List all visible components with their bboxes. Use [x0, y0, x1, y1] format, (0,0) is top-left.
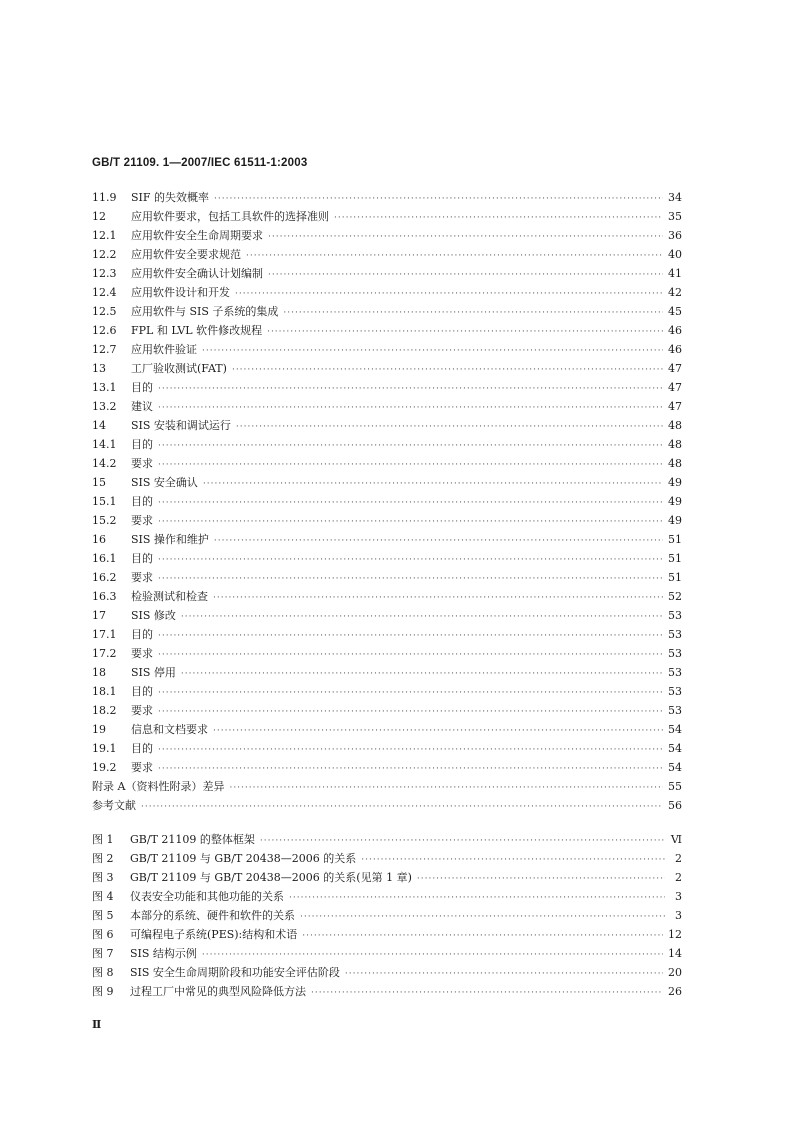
toc-entry[interactable] [92, 303, 682, 322]
toc-entry[interactable] [92, 246, 682, 265]
table-of-contents [92, 189, 682, 816]
toc-entry[interactable] [92, 645, 682, 664]
toc-entry-page: 40 [668, 248, 682, 261]
leader-dots [361, 855, 665, 865]
toc-entry[interactable] [92, 721, 682, 740]
toc-entry[interactable] [92, 474, 682, 493]
toc-entry-title: 参考文献 [92, 799, 136, 812]
toc-entry[interactable] [92, 759, 682, 778]
toc-entry-page: 53 [668, 685, 682, 698]
figure-entry-title: SIS 结构示例 [130, 947, 197, 960]
leader-dots [283, 308, 663, 318]
figure-entry[interactable] [92, 850, 682, 869]
figure-entry-number: 图 7 [92, 947, 114, 960]
leader-dots [289, 893, 665, 903]
figure-entry-number: 图 5 [92, 909, 114, 922]
toc-entry-number: 12.5 [92, 305, 117, 318]
toc-entry-page: 55 [668, 780, 682, 793]
leader-dots [158, 764, 663, 774]
toc-entry-page: 47 [668, 381, 682, 394]
toc-entry-page: 45 [668, 305, 682, 318]
toc-entry-page: 35 [668, 210, 682, 223]
toc-entry-page: 49 [668, 514, 682, 527]
leader-dots [202, 950, 663, 960]
figure-entry-number: 图 8 [92, 966, 114, 979]
toc-entry-title: 应用软件安全要求规范 [131, 248, 241, 261]
toc-entry-title: 应用软件设计和开发 [131, 286, 230, 299]
toc-entry[interactable] [92, 626, 682, 645]
leader-dots [232, 365, 663, 375]
toc-entry-page: 34 [668, 191, 682, 204]
toc-entry[interactable] [92, 189, 682, 208]
toc-entry[interactable] [92, 683, 682, 702]
leader-dots [213, 726, 663, 736]
figure-entry-title: SIS 安全生命周期阶段和功能安全评估阶段 [130, 966, 340, 979]
toc-entry-title: 要求 [131, 647, 153, 660]
leader-dots [158, 574, 663, 584]
toc-entry-number: 19.1 [92, 742, 117, 755]
toc-entry[interactable] [92, 607, 682, 626]
toc-entry-number: 15 [92, 476, 106, 489]
figure-entry-page: 3 [675, 890, 682, 903]
leader-dots [302, 931, 663, 941]
toc-entry-title: 要求 [131, 457, 153, 470]
toc-entry-title: 目的 [131, 381, 153, 394]
leader-dots [181, 612, 663, 622]
leader-dots [158, 498, 663, 508]
toc-entry-number: 11.9 [92, 191, 117, 204]
toc-entry[interactable] [92, 360, 682, 379]
leader-dots [213, 593, 663, 603]
toc-entry-number: 12.1 [92, 229, 117, 242]
toc-entry-number: 12.7 [92, 343, 117, 356]
toc-entry-title: FPL 和 LVL 软件修改规程 [131, 324, 263, 337]
leader-dots [158, 688, 663, 698]
toc-entry-title: 要求 [131, 514, 153, 527]
leader-dots [158, 650, 663, 660]
toc-entry-title: 目的 [131, 685, 153, 698]
toc-entry-page: 46 [668, 343, 682, 356]
figure-entry[interactable] [92, 907, 682, 926]
toc-entry-page: 47 [668, 362, 682, 375]
leader-dots [345, 969, 663, 979]
toc-entry-number: 12.2 [92, 248, 117, 261]
toc-entry-page: 54 [668, 742, 682, 755]
toc-entry[interactable] [92, 208, 682, 227]
figure-entry-page: Ⅵ [670, 833, 682, 846]
toc-entry-page: 53 [668, 628, 682, 641]
toc-entry[interactable] [92, 797, 682, 816]
toc-entry-page: 48 [668, 457, 682, 470]
toc-entry-number: 12.4 [92, 286, 117, 299]
leader-dots [202, 346, 663, 356]
toc-entry[interactable] [92, 778, 682, 797]
leader-dots [417, 874, 665, 884]
toc-entry-number: 17 [92, 609, 106, 622]
toc-entry-page: 49 [668, 476, 682, 489]
toc-entry-number: 17.2 [92, 647, 117, 660]
toc-entry-page: 46 [668, 324, 682, 337]
leader-dots [203, 479, 663, 489]
toc-entry-page: 42 [668, 286, 682, 299]
toc-entry-number: 19.2 [92, 761, 117, 774]
figure-entry[interactable] [92, 831, 682, 850]
leader-dots [236, 422, 663, 432]
toc-entry-title: 应用软件要求，包括工具软件的选择准则 [131, 210, 329, 223]
figure-entry-page: 26 [668, 985, 682, 998]
toc-entry-page: 53 [668, 666, 682, 679]
figure-entry-number: 图 1 [92, 833, 114, 846]
toc-entry[interactable] [92, 550, 682, 569]
toc-entry-number: 12.6 [92, 324, 117, 337]
toc-entry-number: 12 [92, 210, 106, 223]
toc-entry[interactable] [92, 417, 682, 436]
figure-entry-number: 图 2 [92, 852, 114, 865]
figure-entry-page: 12 [668, 928, 682, 941]
toc-entry[interactable] [92, 702, 682, 721]
leader-dots [311, 988, 663, 998]
toc-entry[interactable] [92, 455, 682, 474]
standard-header: GB/T 21109. 1—2007/IEC 61511-1:2003 [92, 157, 308, 169]
toc-entry[interactable] [92, 322, 682, 341]
toc-entry[interactable] [92, 493, 682, 512]
leader-dots [181, 669, 663, 679]
figure-entry-page: 2 [675, 871, 682, 884]
toc-entry-number: 18.2 [92, 704, 117, 717]
leader-dots [246, 251, 663, 261]
toc-entry-title: 要求 [131, 571, 153, 584]
leader-dots [158, 745, 663, 755]
toc-entry-number: 18.1 [92, 685, 117, 698]
toc-entry-page: 49 [668, 495, 682, 508]
toc-entry[interactable] [92, 664, 682, 683]
list-of-figures [92, 831, 682, 1002]
toc-entry[interactable] [92, 341, 682, 360]
figure-entry-number: 图 6 [92, 928, 114, 941]
figure-entry-title: 本部分的系统、硬件和软件的关系 [130, 909, 295, 922]
toc-entry-number: 16.2 [92, 571, 117, 584]
toc-entry[interactable] [92, 512, 682, 531]
toc-entry-title: SIS 修改 [131, 609, 176, 622]
leader-dots [268, 232, 663, 242]
figure-entry-title: 可编程电子系统(PES):结构和术语 [130, 928, 298, 941]
toc-entry-title: SIF 的失效概率 [131, 191, 210, 204]
toc-entry[interactable] [92, 284, 682, 303]
toc-entry-number: 19 [92, 723, 106, 736]
figure-entry-page: 14 [668, 947, 682, 960]
leader-dots [158, 384, 663, 394]
toc-entry-page: 54 [668, 761, 682, 774]
toc-entry-page: 36 [668, 229, 682, 242]
leader-dots [214, 194, 663, 204]
leader-dots [267, 327, 663, 337]
toc-entry-page: 48 [668, 438, 682, 451]
figure-entry[interactable] [92, 964, 682, 983]
toc-entry[interactable] [92, 569, 682, 588]
toc-entry-number: 14 [92, 419, 106, 432]
toc-entry[interactable] [92, 740, 682, 759]
leader-dots [158, 631, 663, 641]
toc-entry[interactable] [92, 588, 682, 607]
toc-entry-number: 18 [92, 666, 106, 679]
toc-entry-page: 51 [668, 571, 682, 584]
toc-entry-title: 要求 [131, 704, 153, 717]
figure-entry-page: 3 [675, 909, 682, 922]
leader-dots [334, 213, 663, 223]
toc-entry-title: 附录 A（资料性附录）差异 [92, 780, 225, 793]
leader-dots [235, 289, 663, 299]
toc-entry-title: SIS 操作和维护 [131, 533, 209, 546]
toc-entry[interactable] [92, 531, 682, 550]
toc-entry-page: 52 [668, 590, 682, 603]
toc-entry-title: 目的 [131, 552, 153, 565]
leader-dots [158, 441, 663, 451]
leader-dots [158, 517, 663, 527]
toc-entry-title: 目的 [131, 628, 153, 641]
figure-entry-title: GB/T 21109 的整体框架 [130, 833, 255, 846]
figure-entry[interactable] [92, 945, 682, 964]
figure-entry-number: 图 9 [92, 985, 114, 998]
toc-entry-number: 14.1 [92, 438, 117, 451]
figure-entry-page: 2 [675, 852, 682, 865]
toc-entry-title: 建议 [131, 400, 153, 413]
toc-entry[interactable] [92, 265, 682, 284]
leader-dots [214, 536, 663, 546]
toc-entry-number: 13 [92, 362, 106, 375]
leader-dots [158, 707, 663, 717]
toc-entry-number: 15.2 [92, 514, 117, 527]
toc-entry[interactable] [92, 436, 682, 455]
toc-entry-title: 目的 [131, 438, 153, 451]
figure-entry-number: 图 3 [92, 871, 114, 884]
toc-entry-title: 要求 [131, 761, 153, 774]
toc-entry-page: 51 [668, 533, 682, 546]
toc-entry-title: 检验测试和检查 [131, 590, 208, 603]
toc-entry-title: 应用软件安全生命周期要求 [131, 229, 263, 242]
toc-entry-title: 工厂验收测试(FAT) [131, 362, 227, 375]
leader-dots [141, 802, 663, 812]
leader-dots [229, 783, 663, 793]
toc-entry-page: 41 [668, 267, 682, 280]
figure-entry[interactable] [92, 926, 682, 945]
toc-entry-title: 目的 [131, 742, 153, 755]
toc-entry-page: 56 [668, 799, 682, 812]
toc-entry-page: 53 [668, 704, 682, 717]
toc-entry-page: 48 [668, 419, 682, 432]
toc-entry[interactable] [92, 398, 682, 417]
figure-entry-title: 仪表安全功能和其他功能的关系 [130, 890, 284, 903]
leader-dots [158, 460, 663, 470]
toc-entry-number: 16 [92, 533, 106, 546]
toc-entry-number: 15.1 [92, 495, 117, 508]
figure-entry-title: GB/T 21109 与 GB/T 20438—2006 的关系(见第 1 章) [130, 871, 412, 884]
toc-entry-page: 54 [668, 723, 682, 736]
toc-entry-title: 应用软件与 SIS 子系统的集成 [131, 305, 279, 318]
toc-entry-number: 16.1 [92, 552, 117, 565]
figure-entry[interactable] [92, 888, 682, 907]
toc-entry[interactable] [92, 379, 682, 398]
toc-entry-title: SIS 停用 [131, 666, 176, 679]
leader-dots [158, 555, 663, 565]
leader-dots [300, 912, 665, 922]
toc-entry-title: 目的 [131, 495, 153, 508]
toc-entry-title: SIS 安装和调试运行 [131, 419, 231, 432]
toc-entry-page: 47 [668, 400, 682, 413]
figure-entry-number: 图 4 [92, 890, 114, 903]
toc-entry-title: SIS 安全确认 [131, 476, 198, 489]
figure-entry[interactable] [92, 869, 682, 888]
toc-entry-title: 应用软件验证 [131, 343, 197, 356]
toc-entry-page: 51 [668, 552, 682, 565]
toc-entry-number: 14.2 [92, 457, 117, 470]
toc-entry-number: 17.1 [92, 628, 117, 641]
toc-entry-number: 13.1 [92, 381, 117, 394]
leader-dots [268, 270, 663, 280]
toc-entry-title: 信息和文档要求 [131, 723, 208, 736]
toc-entry[interactable] [92, 227, 682, 246]
toc-entry-title: 应用软件安全确认计划编制 [131, 267, 263, 280]
leader-dots [260, 836, 665, 846]
toc-entry-number: 13.2 [92, 400, 117, 413]
figure-entry-page: 20 [668, 966, 682, 979]
page-number: Ⅱ [92, 1018, 102, 1031]
figure-entry-title: GB/T 21109 与 GB/T 20438—2006 的关系 [130, 852, 357, 865]
figure-entry[interactable] [92, 983, 682, 1002]
leader-dots [158, 403, 663, 413]
toc-entry-number: 12.3 [92, 267, 117, 280]
figure-entry-title: 过程工厂中常见的典型风险降低方法 [130, 985, 306, 998]
toc-entry-page: 53 [668, 609, 682, 622]
toc-entry-number: 16.3 [92, 590, 117, 603]
toc-entry-page: 53 [668, 647, 682, 660]
